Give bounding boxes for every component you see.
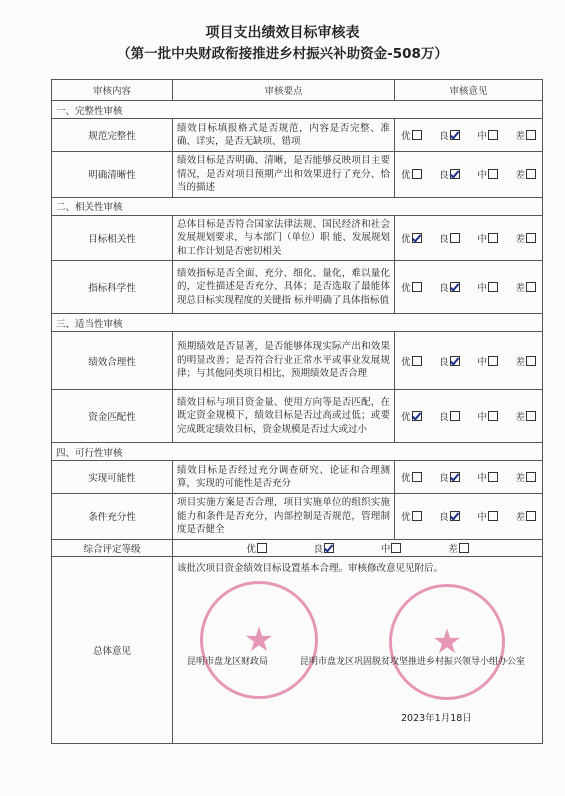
criteria-desc: 预期绩效是否显著，是否能够体现实际产出和效果的明显改善；是否符合行业正常水平或事业发展规律；与其他同类项目相比，预期绩效是否合理	[173, 332, 395, 390]
option-label: 中	[477, 170, 487, 182]
criteria-name: 实现可能性	[52, 461, 173, 494]
checked-box-icon[interactable]	[450, 169, 460, 179]
review-table	[51, 79, 543, 744]
option-label: 优	[401, 512, 411, 524]
rating-option-2[interactable]	[477, 409, 498, 423]
rating-option-1[interactable]	[439, 509, 460, 523]
criteria-row	[52, 390, 543, 443]
checkbox-icon[interactable]	[526, 511, 536, 521]
overall-label: 综合评定等级	[52, 539, 173, 556]
criteria-row	[52, 332, 543, 390]
checkbox-icon[interactable]	[526, 282, 536, 292]
rating-option-3[interactable]	[515, 280, 536, 294]
rating-option-0[interactable]	[401, 470, 422, 484]
rating-option-3[interactable]	[515, 509, 536, 523]
criteria-name: 目标相关性	[52, 215, 173, 261]
star-icon: ★	[431, 621, 463, 662]
checkbox-icon[interactable]	[450, 411, 460, 421]
option-label: 优	[401, 233, 411, 245]
opinion-label: 总体意见	[52, 556, 173, 743]
checkbox-icon[interactable]	[526, 169, 536, 179]
criteria-desc: 绩效目标是否明确、清晰，是否能够反映项目主要情况，是否对项目预期产出和效果进行了充分、恰当的描述	[173, 152, 395, 198]
overall-option-0[interactable]	[246, 541, 267, 555]
checked-box-icon[interactable]	[450, 472, 460, 482]
form-subtitle: （第一批中央财政衔接推进乡村振兴补助资金-508万）	[117, 46, 448, 62]
option-label: 优	[401, 283, 411, 294]
checked-box-icon[interactable]	[450, 511, 460, 521]
rating-option-0[interactable]	[401, 509, 422, 523]
rating-cell	[395, 461, 543, 494]
rating-option-0[interactable]	[401, 354, 422, 368]
star-icon: ★	[243, 619, 275, 660]
criteria-name: 明确清晰性	[52, 152, 173, 198]
option-label: 优	[401, 170, 411, 182]
checkbox-icon[interactable]	[412, 282, 422, 292]
header-content: 审核内容	[52, 80, 173, 101]
rating-cell	[395, 215, 543, 261]
header-row	[52, 80, 543, 101]
checkbox-icon[interactable]	[459, 543, 469, 553]
rating-option-0[interactable]	[401, 231, 422, 245]
section-row	[52, 197, 543, 215]
option-label: 良	[439, 473, 449, 484]
overall-option-2[interactable]	[381, 541, 402, 555]
option-label: 差	[448, 543, 458, 555]
criteria-row	[52, 494, 543, 540]
criteria-row	[52, 215, 543, 261]
rating-cell	[395, 332, 543, 390]
signer-office: 昆明市盘龙区巩固脱贫攻坚推进乡村振兴领导小组办公室	[300, 656, 526, 667]
checked-box-icon[interactable]	[450, 356, 460, 366]
option-label: 优	[246, 543, 256, 555]
criteria-desc: 总体目标是否符合国家法律法规、国民经济和社会发展规划要求，与本部门（单位）职 能、发展规划和工作计划是否密切相关	[173, 215, 395, 261]
criteria-desc: 绩效目标是否经过充分调查研究、论证和合理测算，实现的可能性是否充分	[173, 461, 395, 494]
rating-option-3[interactable]	[515, 167, 536, 181]
criteria-name: 指标科学性	[52, 261, 173, 314]
section-row	[52, 443, 543, 461]
criteria-desc: 项目实施方案是否合理，项目实施单位的组织实施能力和条件是否充分，内部控制是否规范，管理制度是否健全	[173, 494, 395, 540]
criteria-name: 绩效合理性	[52, 332, 173, 390]
rating-option-2[interactable]	[477, 354, 498, 368]
checked-box-icon[interactable]	[412, 411, 422, 421]
criteria-name: 条件充分性	[52, 494, 173, 540]
rating-cell	[395, 152, 543, 198]
checkbox-icon[interactable]	[488, 411, 498, 421]
option-label: 中	[477, 283, 487, 294]
rating-option-1[interactable]	[439, 354, 460, 368]
rating-option-2[interactable]	[477, 470, 498, 484]
rating-option-2[interactable]	[477, 231, 498, 245]
rating-option-3[interactable]	[515, 354, 536, 368]
header-points: 审核要点	[173, 80, 395, 101]
rating-option-0[interactable]	[401, 128, 422, 142]
option-label: 良	[439, 512, 449, 524]
checkbox-icon[interactable]	[488, 356, 498, 366]
option-label: 中	[477, 512, 487, 524]
checkbox-icon[interactable]	[412, 356, 422, 366]
form-title: 项目支出绩效目标审核表	[205, 25, 360, 41]
sign-date: 2023年1月18日	[401, 712, 472, 724]
section-row	[52, 101, 543, 119]
criteria-row	[52, 119, 543, 152]
option-label: 差	[515, 356, 525, 368]
option-label: 优	[401, 412, 411, 423]
rating-option-3[interactable]	[515, 409, 536, 423]
checkbox-icon[interactable]	[488, 169, 498, 179]
overall-rating	[173, 539, 543, 556]
section-title: 四、可行性审核	[52, 443, 543, 461]
checkbox-icon[interactable]	[412, 130, 422, 140]
option-label: 中	[477, 356, 487, 368]
rating-option-2[interactable]	[477, 167, 498, 181]
checkbox-icon[interactable]	[412, 511, 422, 521]
option-label: 差	[515, 473, 525, 484]
option-label: 中	[477, 233, 487, 245]
option-label: 中	[477, 412, 487, 423]
checkbox-icon[interactable]	[391, 543, 401, 553]
overall-option-1[interactable]	[314, 541, 335, 555]
section-title: 一、完整性审核	[52, 101, 543, 119]
checkbox-icon[interactable]	[488, 511, 498, 521]
option-label: 良	[439, 283, 449, 294]
option-label: 良	[439, 356, 449, 368]
checkbox-icon[interactable]	[488, 282, 498, 292]
opinion-row	[52, 556, 543, 743]
rating-option-1[interactable]	[439, 409, 460, 423]
option-label: 优	[401, 356, 411, 368]
option-label: 良	[439, 170, 449, 182]
option-label: 差	[515, 412, 525, 423]
rating-option-2[interactable]	[477, 128, 498, 142]
criteria-desc: 绩效目标填报格式是否规范，内容是否完整、准确、详实，是否无缺项、错项	[173, 119, 395, 152]
overall-row	[52, 539, 543, 556]
rating-option-2[interactable]	[477, 509, 498, 523]
checkbox-icon[interactable]	[488, 130, 498, 140]
rating-option-1[interactable]	[439, 231, 460, 245]
checkbox-icon[interactable]	[526, 233, 536, 243]
overall-option-3[interactable]	[448, 541, 469, 555]
rating-option-1[interactable]	[439, 280, 460, 294]
checkbox-icon[interactable]	[526, 472, 536, 482]
criteria-desc: 绩效目标与项目资金量、使用方向等是否匹配，在既定资金规模下，绩效目标是否过高或过低；或要完成既定绩效目标，资金规模是否过大或过小	[173, 390, 395, 443]
rating-option-2[interactable]	[477, 280, 498, 294]
criteria-name: 资金匹配性	[52, 390, 173, 443]
rating-option-1[interactable]	[439, 167, 460, 181]
criteria-row	[52, 461, 543, 494]
header-opinion: 审核意见	[395, 80, 543, 101]
checkbox-icon[interactable]	[412, 169, 422, 179]
option-label: 中	[477, 473, 487, 484]
finance-bureau-seal	[200, 581, 318, 699]
option-label: 良	[313, 543, 324, 555]
option-label: 差	[515, 170, 525, 182]
rating-cell	[395, 494, 543, 540]
rating-cell	[395, 119, 543, 152]
section-title: 三、适当性审核	[52, 314, 543, 332]
signer-finance-bureau: 昆明市盘龙区财政局	[187, 656, 269, 667]
opinion-cell	[173, 556, 543, 743]
option-label: 良	[439, 233, 449, 245]
checkbox-icon[interactable]	[526, 356, 536, 366]
rating-option-3[interactable]	[515, 231, 536, 245]
option-label: 差	[515, 512, 525, 524]
rating-option-1[interactable]	[439, 128, 460, 142]
rating-cell	[395, 261, 543, 314]
option-label: 优	[401, 131, 411, 142]
checkbox-icon[interactable]	[488, 472, 498, 482]
opinion-text: 该批次项目资金绩效目标设置基本合理。审核修改意见见附后。	[177, 562, 444, 574]
checked-box-icon[interactable]	[412, 233, 422, 243]
rating-option-0[interactable]	[401, 280, 422, 294]
checkbox-icon[interactable]	[412, 472, 422, 482]
checkbox-icon[interactable]	[450, 233, 460, 243]
criteria-name: 规范完整性	[52, 119, 173, 152]
section-row	[52, 314, 543, 332]
checked-box-icon[interactable]	[324, 543, 334, 553]
section-title: 二、相关性审核	[52, 197, 543, 215]
checkbox-icon[interactable]	[526, 411, 536, 421]
rating-option-0[interactable]	[401, 409, 422, 423]
criteria-desc: 绩效指标是否全面、充分、细化、量化，难以量化的，定性描述是否充分、具体；是否选取了最能体现总目标实现程度的关键指 标并明确了具体指标值	[173, 261, 395, 314]
option-label: 中	[380, 543, 391, 555]
criteria-row	[52, 152, 543, 198]
office-seal	[389, 584, 505, 700]
rating-option-1[interactable]	[439, 470, 460, 484]
checkbox-icon[interactable]	[488, 233, 498, 243]
rating-cell	[395, 390, 543, 443]
checkbox-icon[interactable]	[526, 130, 536, 140]
option-label: 差	[515, 131, 525, 142]
option-label: 良	[439, 131, 449, 142]
option-label: 中	[477, 131, 487, 142]
option-label: 差	[515, 283, 525, 294]
checked-box-icon[interactable]	[450, 130, 460, 140]
rating-option-3[interactable]	[515, 128, 536, 142]
rating-option-3[interactable]	[515, 470, 536, 484]
option-label: 差	[515, 233, 525, 245]
option-label: 良	[439, 412, 449, 423]
criteria-row	[52, 261, 543, 314]
rating-option-0[interactable]	[401, 167, 422, 181]
option-label: 优	[401, 473, 411, 484]
checked-box-icon[interactable]	[450, 282, 460, 292]
checkbox-icon[interactable]	[257, 543, 267, 553]
